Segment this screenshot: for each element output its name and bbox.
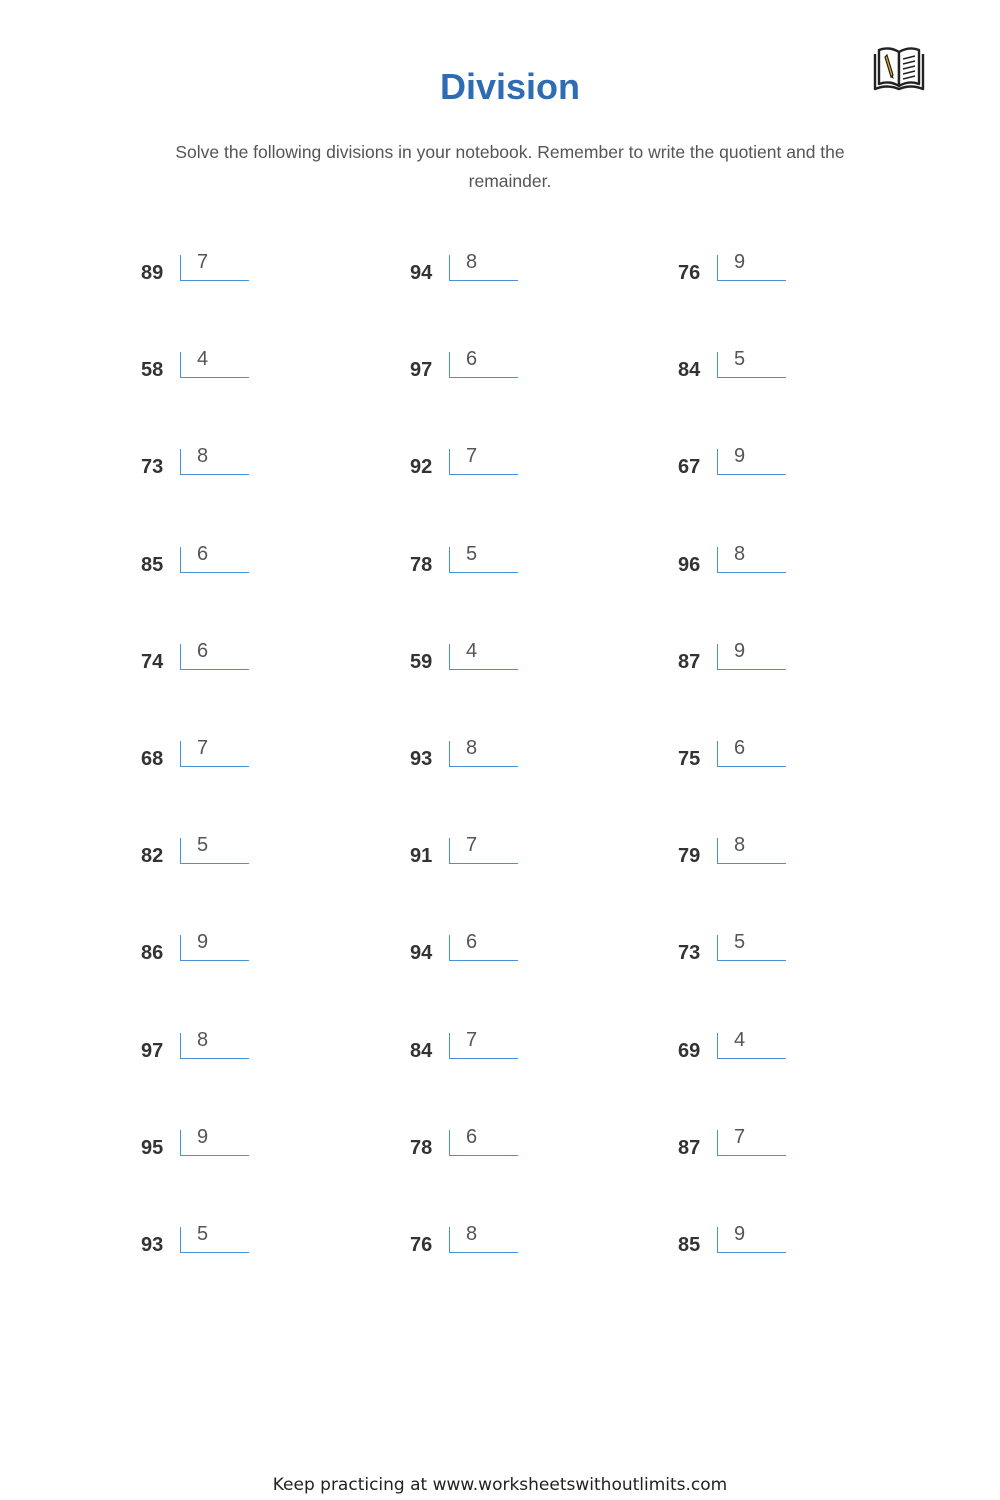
dividend: 59 bbox=[410, 650, 433, 673]
division-problem bbox=[141, 1028, 301, 1068]
division-problem bbox=[678, 347, 838, 387]
division-problem bbox=[410, 347, 570, 387]
divisor: 6 bbox=[197, 639, 209, 662]
dividend: 73 bbox=[141, 456, 164, 479]
dividend: 78 bbox=[410, 1136, 433, 1159]
division-bracket bbox=[717, 547, 786, 573]
divisor: 5 bbox=[197, 834, 209, 857]
dividend: 67 bbox=[678, 456, 701, 479]
dividend: 84 bbox=[678, 359, 701, 382]
divisor: 6 bbox=[197, 542, 209, 565]
dividend: 78 bbox=[410, 553, 433, 576]
dividend: 74 bbox=[141, 650, 164, 673]
division-bracket bbox=[449, 352, 518, 378]
dividend: 89 bbox=[141, 262, 164, 284]
division-bracket bbox=[449, 1227, 518, 1253]
division-problem bbox=[678, 542, 838, 582]
dividend: 94 bbox=[410, 942, 433, 965]
footer-text: Keep practicing at www.worksheetswithoutlimits.com bbox=[272, 1475, 728, 1495]
division-problem bbox=[410, 833, 570, 873]
divisor: 4 bbox=[197, 348, 209, 371]
divisor: 6 bbox=[466, 1125, 478, 1148]
dividend: 73 bbox=[678, 942, 701, 965]
dividend: 84 bbox=[410, 1039, 433, 1062]
division-problem bbox=[410, 639, 570, 679]
division-bracket bbox=[717, 741, 786, 767]
division-problem bbox=[410, 1028, 570, 1068]
division-problem bbox=[141, 1125, 301, 1165]
dividend: 87 bbox=[678, 650, 701, 673]
divisor: 8 bbox=[466, 251, 478, 273]
division-bracket bbox=[180, 352, 249, 378]
dividend: 69 bbox=[678, 1039, 701, 1062]
instructions-text: Solve the following divisions in your notebook. Remember to write the quotient and the remainder. bbox=[175, 142, 845, 191]
division-problem bbox=[678, 1222, 838, 1262]
division-problem bbox=[410, 1125, 570, 1165]
divisor: 6 bbox=[466, 348, 478, 371]
dividend: 75 bbox=[678, 748, 701, 770]
division-bracket bbox=[180, 1227, 249, 1253]
divisor: 6 bbox=[466, 931, 478, 954]
division-problem bbox=[410, 444, 570, 484]
divisor: 7 bbox=[466, 834, 478, 857]
dividend: 86 bbox=[141, 942, 164, 965]
divisor: 9 bbox=[734, 1223, 746, 1245]
dividend: 85 bbox=[678, 1234, 701, 1256]
divisor: 9 bbox=[734, 251, 746, 273]
division-bracket bbox=[449, 1130, 518, 1156]
divisor: 6 bbox=[734, 737, 746, 759]
division-problem bbox=[141, 1222, 301, 1262]
division-bracket bbox=[717, 1033, 786, 1059]
division-problem bbox=[410, 930, 570, 970]
divisor: 4 bbox=[466, 639, 478, 662]
division-problem bbox=[678, 1125, 838, 1165]
divisor: 7 bbox=[734, 1125, 746, 1148]
division-problem bbox=[678, 444, 838, 484]
division-bracket bbox=[180, 547, 249, 573]
division-bracket bbox=[180, 935, 249, 961]
division-problem bbox=[410, 542, 570, 582]
division-problem bbox=[141, 444, 301, 484]
division-bracket bbox=[449, 1033, 518, 1059]
division-problem bbox=[410, 250, 570, 290]
divisor: 7 bbox=[466, 445, 478, 468]
division-bracket bbox=[717, 1227, 786, 1253]
division-problem bbox=[678, 930, 838, 970]
division-problem bbox=[678, 639, 838, 679]
divisor: 7 bbox=[197, 251, 209, 273]
division-problem bbox=[141, 347, 301, 387]
divisor: 8 bbox=[197, 1028, 209, 1051]
dividend: 95 bbox=[141, 1136, 164, 1159]
open-book-icon bbox=[872, 45, 926, 93]
divisor: 5 bbox=[734, 348, 746, 371]
divisor: 8 bbox=[466, 737, 478, 759]
division-bracket bbox=[180, 741, 249, 767]
worksheet-title: Division bbox=[439, 66, 581, 107]
divisor: 8 bbox=[466, 1223, 478, 1245]
divisor: 8 bbox=[734, 834, 746, 857]
division-problem bbox=[141, 542, 301, 582]
division-bracket bbox=[180, 1130, 249, 1156]
divisor: 9 bbox=[734, 639, 746, 662]
division-problem bbox=[141, 833, 301, 873]
division-bracket bbox=[717, 644, 786, 670]
division-bracket bbox=[717, 1130, 786, 1156]
division-bracket bbox=[449, 838, 518, 864]
division-bracket bbox=[449, 547, 518, 573]
divisor: 5 bbox=[734, 931, 746, 954]
division-bracket bbox=[449, 255, 518, 281]
dividend: 58 bbox=[141, 359, 164, 382]
division-bracket bbox=[717, 352, 786, 378]
division-bracket bbox=[180, 255, 249, 281]
division-bracket bbox=[717, 838, 786, 864]
division-problem bbox=[678, 1028, 838, 1068]
division-problem bbox=[141, 639, 301, 679]
division-bracket bbox=[717, 935, 786, 961]
dividend: 96 bbox=[678, 553, 701, 576]
division-problem bbox=[678, 833, 838, 873]
division-bracket bbox=[449, 449, 518, 475]
dividend: 94 bbox=[410, 262, 433, 284]
dividend: 87 bbox=[678, 1136, 701, 1159]
divisor: 5 bbox=[466, 542, 478, 565]
divisor: 9 bbox=[197, 1125, 209, 1148]
dividend: 79 bbox=[678, 845, 701, 868]
division-bracket bbox=[180, 449, 249, 475]
divisor: 9 bbox=[197, 931, 209, 954]
dividend: 92 bbox=[410, 456, 433, 479]
division-bracket bbox=[449, 644, 518, 670]
division-bracket bbox=[180, 644, 249, 670]
dividend: 82 bbox=[141, 845, 164, 868]
division-bracket bbox=[717, 255, 786, 281]
divisor: 8 bbox=[197, 445, 209, 468]
division-problem bbox=[141, 736, 301, 776]
divisor: 5 bbox=[197, 1223, 209, 1245]
division-bracket bbox=[449, 741, 518, 767]
divisor: 4 bbox=[734, 1028, 746, 1051]
dividend: 97 bbox=[141, 1039, 164, 1062]
division-bracket bbox=[180, 1033, 249, 1059]
dividend: 97 bbox=[410, 359, 433, 382]
dividend: 93 bbox=[410, 748, 433, 770]
divisor: 7 bbox=[466, 1028, 478, 1051]
dividend: 93 bbox=[141, 1234, 164, 1256]
division-problem bbox=[141, 930, 301, 970]
division-bracket bbox=[180, 838, 249, 864]
divisor: 8 bbox=[734, 542, 746, 565]
dividend: 91 bbox=[410, 845, 433, 868]
dividend: 76 bbox=[678, 262, 701, 284]
division-problem bbox=[410, 1222, 570, 1262]
divisor: 9 bbox=[734, 445, 746, 468]
division-bracket bbox=[449, 935, 518, 961]
division-problem bbox=[410, 736, 570, 776]
divisor: 7 bbox=[197, 737, 209, 759]
dividend: 76 bbox=[410, 1234, 433, 1256]
division-problem bbox=[678, 736, 838, 776]
dividend: 85 bbox=[141, 553, 164, 576]
division-problem bbox=[678, 250, 838, 290]
dividend: 68 bbox=[141, 748, 164, 770]
division-problem bbox=[141, 250, 301, 290]
division-bracket bbox=[717, 449, 786, 475]
